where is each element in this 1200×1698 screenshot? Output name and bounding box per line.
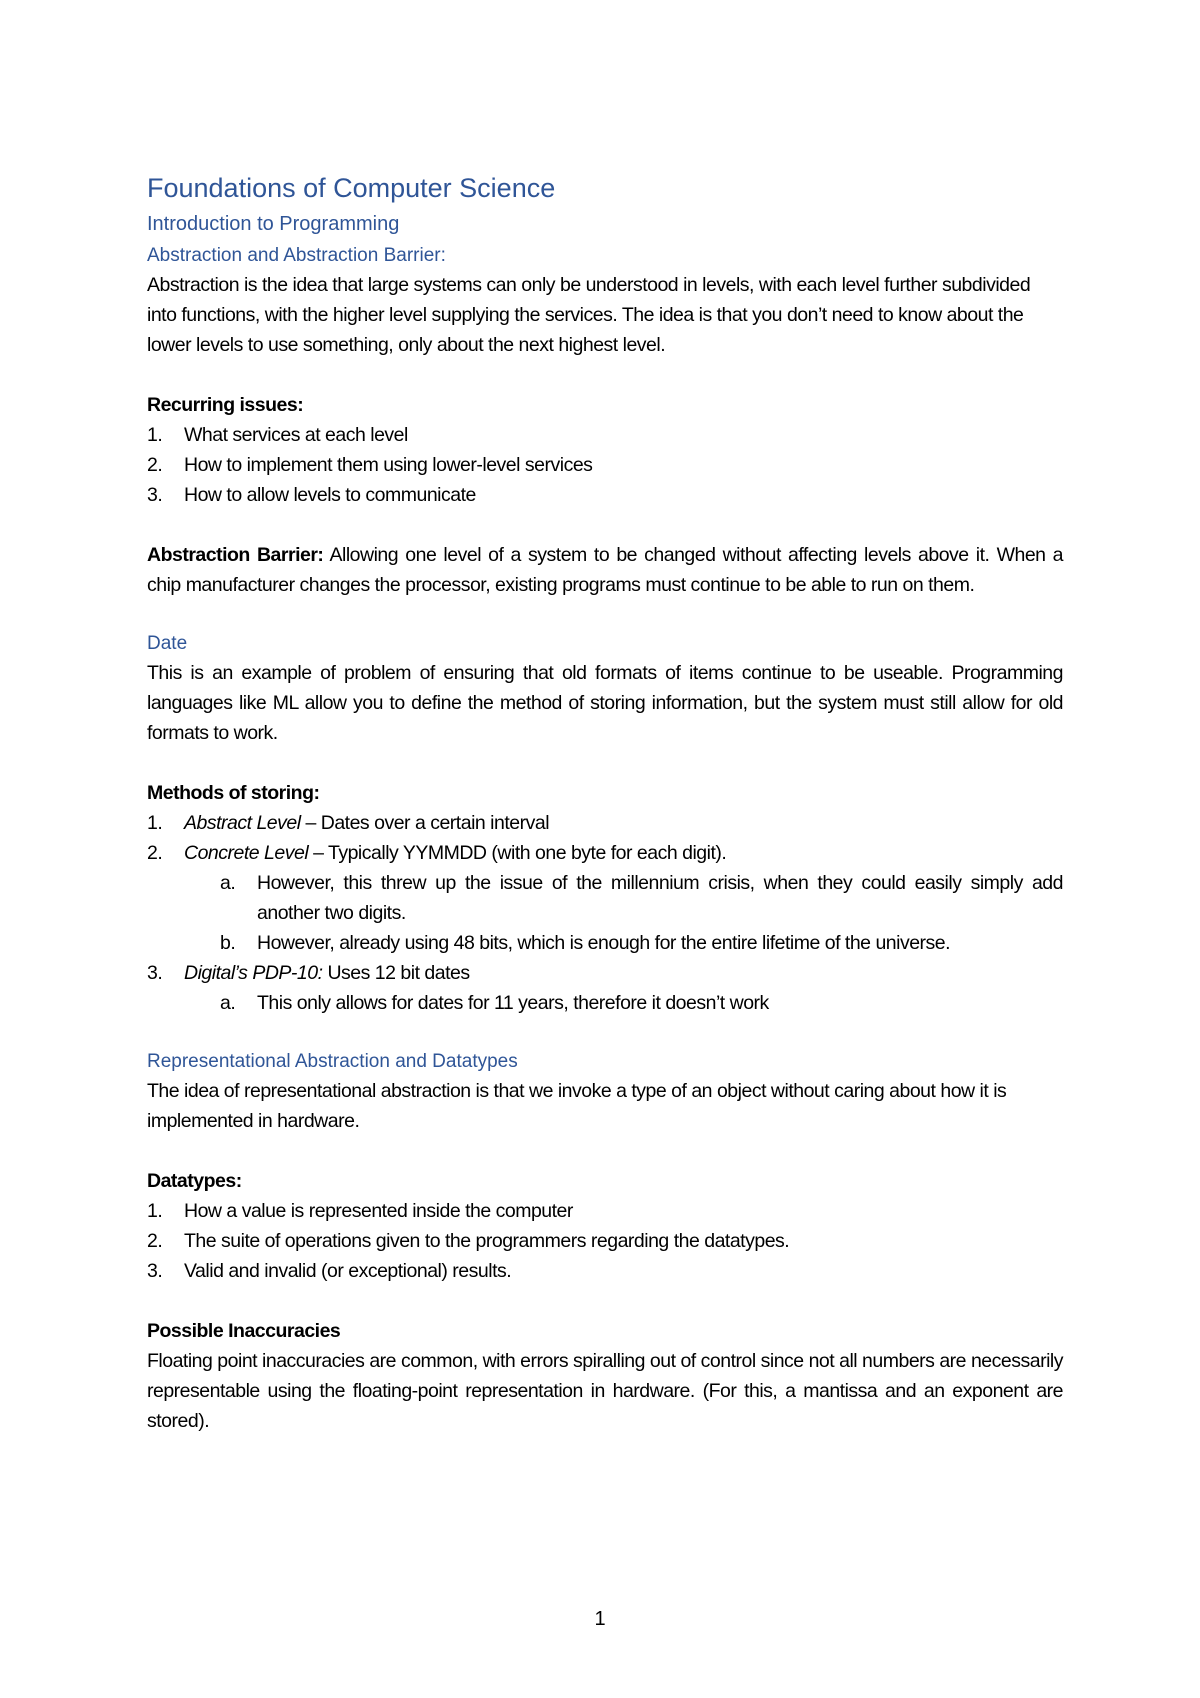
sub-list-item-text: This only allows for dates for 11 years, therefore it doesn’t work <box>257 992 769 1014</box>
list-item <box>147 1226 1063 1256</box>
possible-inaccuracies-label: Possible Inaccuracies <box>147 1320 341 1342</box>
list-number: 3. <box>147 484 163 506</box>
list-number: 2. <box>147 1230 163 1252</box>
list-item-text: The suite of operations given to the programmers regarding the datatypes. <box>184 1230 790 1252</box>
list-number: 2. <box>147 842 163 864</box>
page-number: 1 <box>594 1608 606 1630</box>
sub-list-item <box>147 988 1063 1018</box>
list-item-term: Abstract Level <box>184 812 301 834</box>
section-heading-representational-abstraction: Representational Abstraction and Datatypes <box>147 1051 518 1072</box>
list-letter: a. <box>220 872 236 894</box>
list-item <box>147 958 1063 988</box>
list-item <box>147 420 1063 450</box>
recurring-issues-label: Recurring issues: <box>147 394 304 416</box>
abstraction-barrier-text: Allowing one level of a system to be changed without affecting levels above it. When a chip manufacturer changes the processor, existing programs must continue to be able to run on them. <box>147 544 1063 596</box>
list-item-text: How a value is represented inside the computer <box>184 1200 573 1222</box>
datatypes-label: Datatypes: <box>147 1170 242 1192</box>
section-heading-date: Date <box>147 633 188 654</box>
list-item-text: How to implement them using lower-level services <box>184 454 593 476</box>
list-number: 1. <box>147 424 163 446</box>
list-number: 2. <box>147 454 163 476</box>
representational-abstraction-paragraph: The idea of representational abstraction is that we invoke a type of an object without caring about how it is implemented in hardware. <box>147 1080 1007 1132</box>
sub-list-item <box>147 928 1063 958</box>
list-letter: a. <box>220 992 236 1014</box>
list-letter: b. <box>220 932 236 954</box>
datatypes-list <box>147 1196 1063 1286</box>
list-item <box>147 480 1063 510</box>
list-item-text: How to allow levels to communicate <box>184 484 476 506</box>
document-title: Foundations of Computer Science <box>147 173 556 203</box>
list-item-term: Digital’s PDP-10: <box>184 962 323 984</box>
section-heading-abstraction: Abstraction and Abstraction Barrier: <box>147 245 446 266</box>
possible-inaccuracies-paragraph: Floating point inaccuracies are common, with errors spiralling out of control since not all numbers are necessarily representable using the floating-point representation in hardware. (For this, a mantissa and an exponent are stored). <box>147 1350 1063 1432</box>
methods-of-storing-list <box>147 808 1063 1018</box>
list-item-text: What services at each level <box>184 424 408 446</box>
list-item-text: Valid and invalid (or exceptional) results. <box>184 1260 512 1282</box>
list-item-text: – Dates over a certain interval <box>300 812 550 834</box>
list-item <box>147 808 1063 838</box>
list-number: 1. <box>147 812 163 834</box>
list-number: 1. <box>147 1200 163 1222</box>
sub-list-item-text: However, already using 48 bits, which is enough for the entire lifetime of the universe. <box>257 932 951 954</box>
list-number: 3. <box>147 962 163 984</box>
abstraction-barrier-paragraph <box>147 540 1063 600</box>
sub-list-item <box>147 868 1063 928</box>
document-page <box>147 170 1063 1436</box>
list-item <box>147 838 1063 868</box>
list-item <box>147 1196 1063 1226</box>
methods-of-storing-label: Methods of storing: <box>147 782 320 804</box>
list-item <box>147 1256 1063 1286</box>
date-paragraph: This is an example of problem of ensuring that old formats of items continue to be useable. Programming languages like ML allow you to define the method of storing information, but the system must still allow for old formats to work. <box>147 662 1063 744</box>
document-subtitle: Introduction to Programming <box>147 213 400 235</box>
abstraction-paragraph: Abstraction is the idea that large systems can only be understood in levels, with each level further subdivided into functions, with the higher level supplying the services. The idea is that you don’t need to know about the lower levels to use something, only about the next highest level. <box>147 274 1031 356</box>
list-item-text: Uses 12 bit dates <box>322 962 470 984</box>
abstraction-barrier-label: Abstraction Barrier: <box>147 544 324 566</box>
recurring-issues-list <box>147 420 1063 510</box>
list-number: 3. <box>147 1260 163 1282</box>
list-item <box>147 450 1063 480</box>
list-item-text: – Typically YYMMDD (with one byte for each digit). <box>308 842 727 864</box>
list-item-term: Concrete Level <box>184 842 309 864</box>
sub-list-item-text: However, this threw up the issue of the millennium crisis, when they could easily simply add another two digits. <box>257 872 1063 924</box>
